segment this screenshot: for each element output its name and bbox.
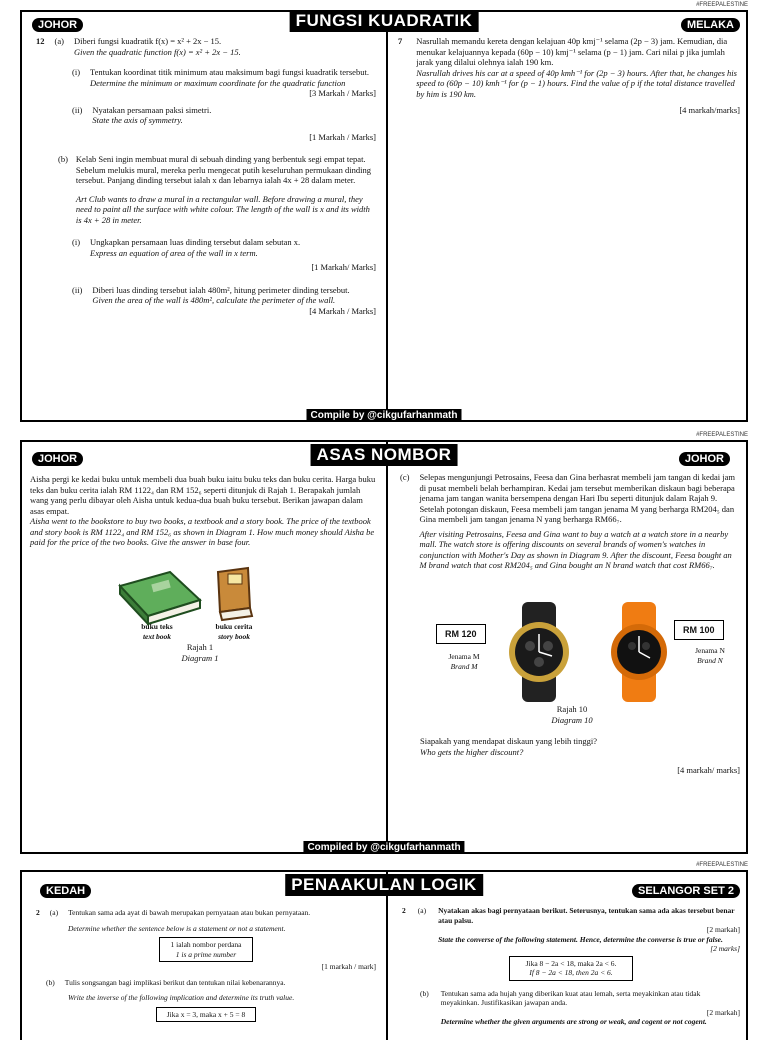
book-question bbox=[30, 474, 378, 548]
question-7 bbox=[398, 36, 740, 116]
part-label: (a) bbox=[417, 906, 427, 915]
logic-r-b-en: Determine whether the given arguments are strong or weak, and cogent or not cogent. bbox=[440, 1017, 707, 1026]
watermark: #FREEPALESTINE bbox=[696, 2, 748, 8]
watch-n-icon bbox=[611, 602, 667, 702]
storybook-label bbox=[204, 622, 264, 641]
diagram-caption-en: Diagram 1 bbox=[181, 652, 219, 663]
implication-box: Jika x = 3, maka x + 5 = 8 bbox=[156, 1007, 257, 1023]
logic-a-ms: Tentukan sama ada ayat di bawah merupakan pernyataan atau bukan pernyataan. bbox=[68, 908, 311, 917]
watch-subquestion-ms: Siapakah yang mendapat diskaun yang lebih tinggi? bbox=[420, 736, 598, 746]
marks: [3 Markah / Marks] bbox=[309, 88, 376, 98]
column-divider bbox=[386, 12, 388, 420]
diagram-caption bbox=[172, 642, 228, 663]
part-label: (b) bbox=[46, 977, 55, 987]
column-divider bbox=[386, 442, 388, 852]
marks: [1 markah / mark] bbox=[321, 962, 376, 971]
logic-r-a-en: State the converse of the following statement. Hence, determine the converse is true or false. bbox=[438, 934, 723, 944]
q12-text-en: Given the quadratic function f(x) = x² + 2x − 15. bbox=[73, 46, 241, 57]
credit-label: Compiled by @cikgufarhanmath bbox=[303, 841, 464, 854]
diagram-caption-ms: Rajah 1 bbox=[186, 642, 214, 652]
textbook-icon bbox=[120, 572, 200, 624]
watches-illustration bbox=[492, 602, 692, 702]
logic-r-b-ms: Tentukan sama ada hujah yang diberikan kuat atau lemah, serta meyakinkan atau tidak meyakinkan. Justifikasikan jawapan anda. bbox=[440, 988, 701, 1007]
q12-text-ms: Diberi fungsi kuadratik f(x) = x² + 2x − 15. bbox=[73, 36, 222, 46]
credit-label: Compile by @cikgufarhanmath bbox=[307, 409, 462, 422]
marks: [4 markah/marks] bbox=[679, 105, 740, 115]
watch-subquestion bbox=[420, 736, 740, 776]
brand-m-ms: Jenama M bbox=[448, 652, 480, 661]
marks: [2 marks] bbox=[710, 944, 740, 953]
state-badge-left: KEDAH bbox=[40, 884, 91, 898]
brand-n-en: Brand N bbox=[697, 655, 723, 665]
question-12 bbox=[36, 36, 376, 316]
part-label: (a) bbox=[49, 908, 59, 917]
state-badge-left: JOHOR bbox=[32, 452, 83, 466]
q12bii-en: Given the area of the wall is 480m², calculate the perimeter of the wall. bbox=[92, 295, 336, 305]
brand-n-ms: Jenama N bbox=[695, 646, 725, 655]
diagram-caption-ms: Rajah 10 bbox=[556, 704, 588, 714]
watch-subquestion-en: Who gets the higher discount? bbox=[420, 746, 524, 757]
watch-m-icon bbox=[509, 602, 569, 702]
brand-n-label bbox=[682, 646, 738, 665]
logic-b-ms: Tulis songsangan bagi implikasi berikut dan tentukan nilai kebenarannya. bbox=[64, 977, 286, 987]
watermark: #FREEPALESTINE bbox=[696, 432, 748, 438]
part-label: (a) bbox=[54, 36, 64, 46]
q12i-en: Determine the minimum or maximum coordinate for the quadratic function bbox=[90, 77, 346, 88]
storybook-label-ms: buku cerita bbox=[215, 622, 253, 631]
price-tag-n: RM 100 bbox=[674, 620, 724, 640]
panel-asas-nombor bbox=[20, 440, 748, 854]
statement-ms: 1 ialah nombor perdana bbox=[170, 940, 242, 949]
part-label: (c) bbox=[400, 472, 410, 482]
q7-en: Nasrullah drives his car at a speed of 40p kmh⁻¹ for (2p − 3) hours. After that, he changes his speed to (60p − 10) kmh⁻¹ for (p − 1) hours. Find the value of p if the total distance travelled by him is 190 km. bbox=[416, 67, 737, 99]
panel-fungsi-kuadratik bbox=[20, 10, 748, 422]
watch-question-en: After visiting Petrosains, Feesa and Gina want to buy a watch at a watch store in a nearby mall. The watch store is offering discounts on several brands of women's watches in conjunction with Mother's Day as shown in Diagram 9. After the discount, Feesa bought an M brand watch that cost RM204₅ and Gina bought an N brand watch that cost RM66₇. bbox=[419, 528, 732, 570]
marks: [2 markah] bbox=[706, 925, 740, 934]
state-badge-right: MELAKA bbox=[681, 18, 740, 32]
marks: [4 Markah / Marks] bbox=[309, 305, 376, 316]
panel-penaakulan-logik bbox=[20, 870, 748, 1040]
storybook-label-en: story book bbox=[218, 631, 250, 641]
part-label: (b) bbox=[58, 154, 68, 164]
column-divider bbox=[386, 872, 388, 1040]
marks: [1 Markah / Marks] bbox=[309, 131, 376, 142]
sub-label: (i) bbox=[72, 67, 81, 77]
q12b-en: Art Club wants to draw a mural in a rectangular wall. Before drawing a mural, they need to paint all the surface with white colour. The length of the wall is x and its width is 4x + 28 in meter. bbox=[75, 193, 370, 225]
question-number: 7 bbox=[398, 36, 403, 46]
q12ii-ms: Nyatakan persamaan paksi simetri. bbox=[92, 104, 212, 115]
storybook-icon bbox=[218, 568, 252, 620]
diagram-caption bbox=[542, 704, 602, 725]
statement-en: 1 is a prime number bbox=[175, 949, 237, 959]
price-tag-m: RM 120 bbox=[436, 624, 486, 644]
diagram-caption-en: Diagram 10 bbox=[551, 714, 593, 725]
q12bi-ms: Ungkapkan persamaan luas dinding tersebut dalam sebutan x. bbox=[90, 237, 301, 247]
marks: [2 markah] bbox=[706, 1007, 740, 1017]
sub-label: (ii) bbox=[72, 104, 83, 115]
converse-ms: Jika 8 − 2a < 18, maka 2a < 6. bbox=[525, 958, 617, 968]
marks: [4 markah/ marks] bbox=[677, 765, 740, 775]
q12b-ms: Kelab Seni ingin membuat mural di sebuah dinding yang berbentuk segi empat tepat. Sebelum melukis mural, mereka perlu mengecat putih keseluruhan permukaan dinding tersebut. Panjang dinding tersebut ialah x dan lebarnya ialah 4x + 28 dalam meter. bbox=[75, 154, 371, 185]
watermark: #FREEPALESTINE bbox=[696, 862, 748, 868]
book-question-en: Aisha went to the bookstore to buy two books, a textbook and a story book. The price of the textbook and story book is RM 1122₄ and RM 152₆ as shown in Diagram 1. How much money should Aisha be paid for the price of the two books. Give the answer in base four. bbox=[30, 516, 375, 547]
section-title: ASAS NOMBOR bbox=[311, 444, 458, 466]
converse-en: If 8 − 2a < 18, then 2a < 6. bbox=[529, 968, 613, 977]
book-question-ms: Aisha pergi ke kedai buku untuk membeli dua buah buku iaitu buku teks dan buku cerita. Harga buku teks dan buku cerita ialah RM 1122₄ dan RM 152₆ seperti ditunjuk di Rajah 1. Berapakah jumlah wang yang perlu dibayar oleh Aisha untuk kedua-dua buah buku tersebut. Berikan jawapan dalam asas empat. bbox=[30, 474, 376, 516]
q12bii-ms: Diberi luas dinding tersebut ialah 480m², hitung perimeter dinding tersebut. bbox=[92, 284, 350, 295]
section-title: PENAAKULAN LOGIK bbox=[285, 874, 483, 896]
part-label: (b) bbox=[420, 988, 429, 998]
question-number: 12 bbox=[36, 36, 45, 46]
sub-label: (ii) bbox=[72, 284, 83, 295]
logic-a-en: Determine whether the sentence below is a statement or not a statement. bbox=[68, 923, 286, 933]
sub-label: (i) bbox=[72, 237, 81, 247]
watch-question bbox=[400, 472, 740, 571]
textbook-label bbox=[130, 622, 184, 641]
logic-r-a-ms: Nyatakan akas bagi pernyataan berikut. Seterusnya, tentukan sama ada akas tersebut benar atau palsu. bbox=[438, 906, 735, 925]
converse-box bbox=[509, 956, 634, 981]
state-badge-left: JOHOR bbox=[32, 18, 83, 32]
state-badge-right: SELANGOR SET 2 bbox=[632, 884, 740, 898]
marks: [1 Markah/ Marks] bbox=[311, 262, 376, 272]
brand-m-label bbox=[434, 652, 494, 671]
q7-ms: Nasrullah memandu kereta dengan kelajuan 40p kmj⁻¹ selama (2p − 3) jam. Kemudian, dia menukar kelajuannya kepada (60p − 10) kmj⁻¹ selama (p − 1) jam. Cari nilai p jika jumlah jarak yang dilalui olehnya ialah 190 km. bbox=[416, 36, 728, 67]
textbook-label-en: text book bbox=[142, 631, 172, 641]
watch-question-ms: Selepas mengunjungi Petrosains, Feesa dan Gina berhasrat membeli jam tangan di kedai jam di pusat membeli belah berhampiran. Kedai jam tersebut memberikan diskaun bagi beberapa jenama jam tangan wanita bersempena dengan Hari Ibu seperti ditunjuk dalam Rajah 9. Setelah potongan diskaun, Feesa membeli jam tangan jenama M yang berharga RM204₅ dan Gina membeli jam tangan jenama N yang berharga RM66₇. bbox=[419, 472, 736, 524]
question-number: 2 bbox=[36, 908, 40, 917]
q12bi-en: Express an equation of area of the wall in x term. bbox=[90, 247, 258, 258]
textbook-label-ms: buku teks bbox=[141, 622, 173, 631]
logic-b-en: Write the inverse of the following implication and determine its truth value. bbox=[68, 993, 295, 1002]
question-number: 2 bbox=[402, 906, 406, 915]
q12i-ms: Tentukan koordinat titik minimum atau maksimum bagi fungsi kuadratik tersebut. bbox=[90, 67, 369, 77]
section-title: FUNGSI KUADRATIK bbox=[290, 10, 479, 32]
state-badge-right: JOHOR bbox=[679, 452, 730, 466]
logic-question-left bbox=[36, 908, 376, 1022]
statement-box bbox=[159, 937, 252, 962]
q12ii-en: State the axis of symmetry. bbox=[92, 115, 183, 125]
brand-m-en: Brand M bbox=[450, 661, 478, 671]
logic-question-right bbox=[402, 906, 740, 1027]
